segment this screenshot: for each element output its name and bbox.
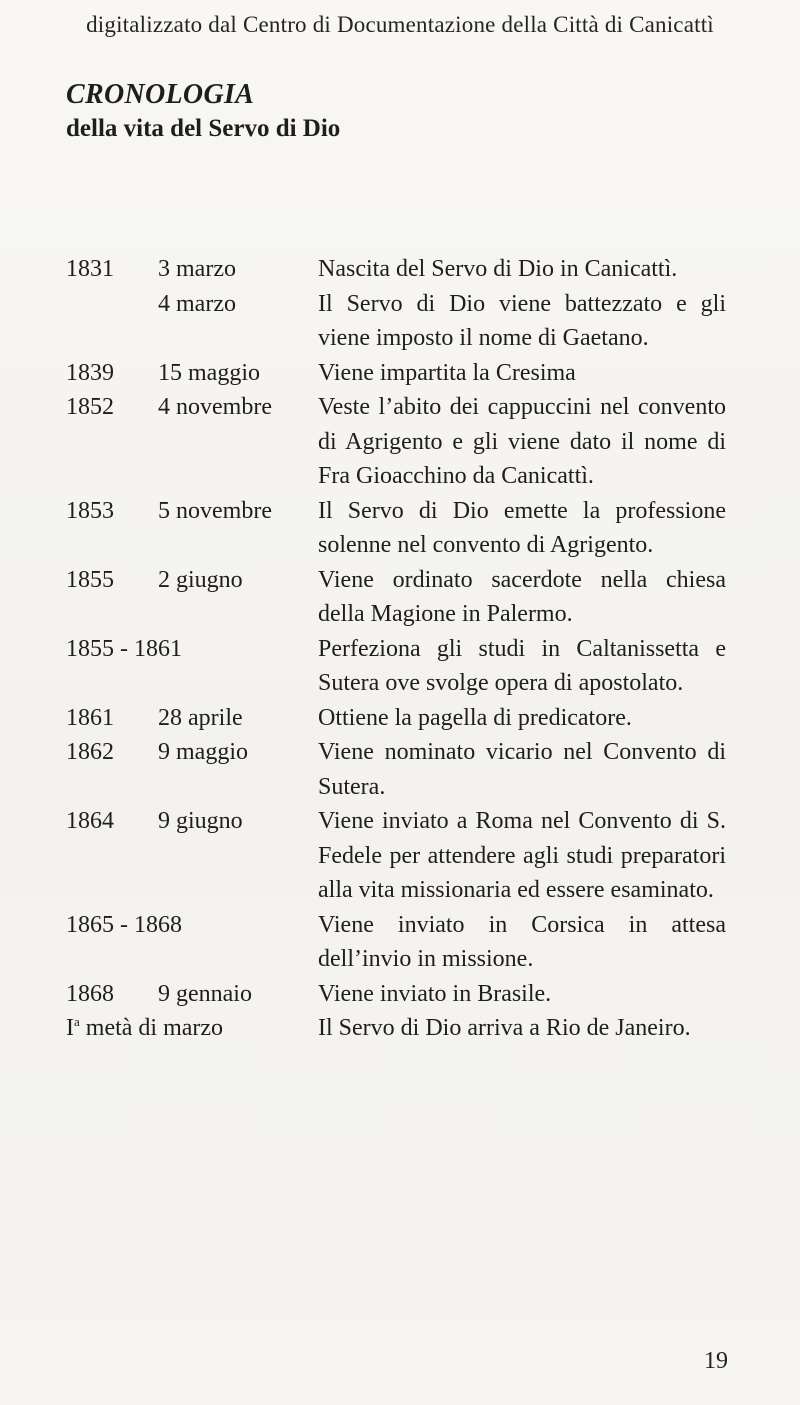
entry-period-ordinal-suffix: a — [74, 1014, 80, 1029]
entry-period-ordinal: I — [66, 1015, 74, 1041]
entry-year: 1853 — [66, 497, 114, 524]
entry-year: 1862 — [66, 739, 114, 765]
entry-description: Perfeziona gli studi in Caltanissetta e Sutera ove svolge opera di apostolato. — [318, 635, 726, 696]
entry-date: 9 giugno — [158, 808, 243, 834]
entry-date: 4 marzo — [158, 290, 236, 317]
chronology-entry — [66, 735, 734, 804]
chronology-entry — [66, 1011, 734, 1046]
entry-year-range: 1855 - 1861 — [66, 635, 182, 662]
entry-year: 1868 — [66, 980, 114, 1007]
chronology-entry — [66, 977, 734, 1012]
entry-year-range: 1865 - 1868 — [66, 911, 182, 938]
chronology-entry — [66, 356, 734, 391]
entry-date: 28 aprile — [158, 704, 243, 731]
heading-title: CRONOLOGIA — [66, 79, 255, 110]
chronology-entry — [66, 563, 734, 632]
chronology-entry — [66, 390, 734, 494]
entry-description: Viene ordinato sacerdote nella chiesa della Magione in Palermo. — [318, 566, 726, 627]
chronology-entry — [66, 701, 734, 736]
chronology-heading — [66, 78, 716, 146]
entry-description: Viene impartita la Cresima — [318, 359, 576, 386]
entry-description: Il Servo di Dio emette la professione solenne nel convento di Agrigento. — [318, 497, 726, 558]
entry-date: 2 giugno — [158, 566, 243, 593]
entry-description: Viene inviato in Brasile. — [318, 980, 552, 1007]
entry-description: Ottiene la pagella di predicatore. — [318, 704, 632, 731]
entry-description: Nascita del Servo di Dio in Canicattì. — [318, 256, 678, 282]
entry-year: 1852 — [66, 394, 114, 420]
entry-date: 4 novembre — [158, 394, 272, 420]
entry-date: 15 maggio — [158, 359, 260, 386]
entry-date: 9 gennaio — [158, 980, 252, 1007]
entry-date: 5 novembre — [158, 497, 272, 524]
chronology-list — [66, 252, 734, 1046]
entry-date: 3 marzo — [158, 256, 236, 282]
entry-year: 1855 — [66, 566, 114, 593]
chronology-entry — [66, 252, 734, 287]
entry-description: Il Servo di Dio arriva a Rio de Janeiro. — [318, 1015, 691, 1041]
entry-description: Veste l’abito dei cappuccini nel convento di Agrigento e gli viene dato il nome di Fra Gioacchino da Canicattì. — [318, 394, 726, 489]
chronology-entry — [66, 494, 734, 563]
page-number: 19 — [704, 1348, 728, 1374]
entry-year: 1861 — [66, 704, 114, 731]
entry-description: Viene inviato in Corsica in attesa dell’invio in missione. — [318, 911, 726, 972]
entry-description: Viene nominato vicario nel Convento di Sutera. — [318, 739, 726, 800]
heading-subtitle: della vita del Servo di Dio — [66, 115, 341, 142]
chronology-entry — [66, 804, 734, 908]
entry-period-text: metà di marzo — [79, 1015, 224, 1041]
chronology-entry — [66, 287, 734, 356]
entry-period — [66, 1011, 316, 1046]
chronology-entry — [66, 632, 734, 701]
entry-date: 9 maggio — [158, 739, 248, 765]
digitization-watermark: digitalizzato dal Centro di Documentazione della Città di Canicattì — [86, 12, 714, 37]
chronology-entry — [66, 908, 734, 977]
entry-year: 1864 — [66, 808, 114, 834]
entry-description: Il Servo di Dio viene battezzato e gli viene imposto il nome di Gaetano. — [318, 290, 726, 351]
entry-year: 1831 — [66, 256, 114, 282]
entry-year: 1839 — [66, 359, 114, 386]
entry-description: Viene inviato a Roma nel Convento di S. Fedele per attendere agli studi preparatori alla vita missionaria ed essere esaminato. — [318, 808, 726, 903]
